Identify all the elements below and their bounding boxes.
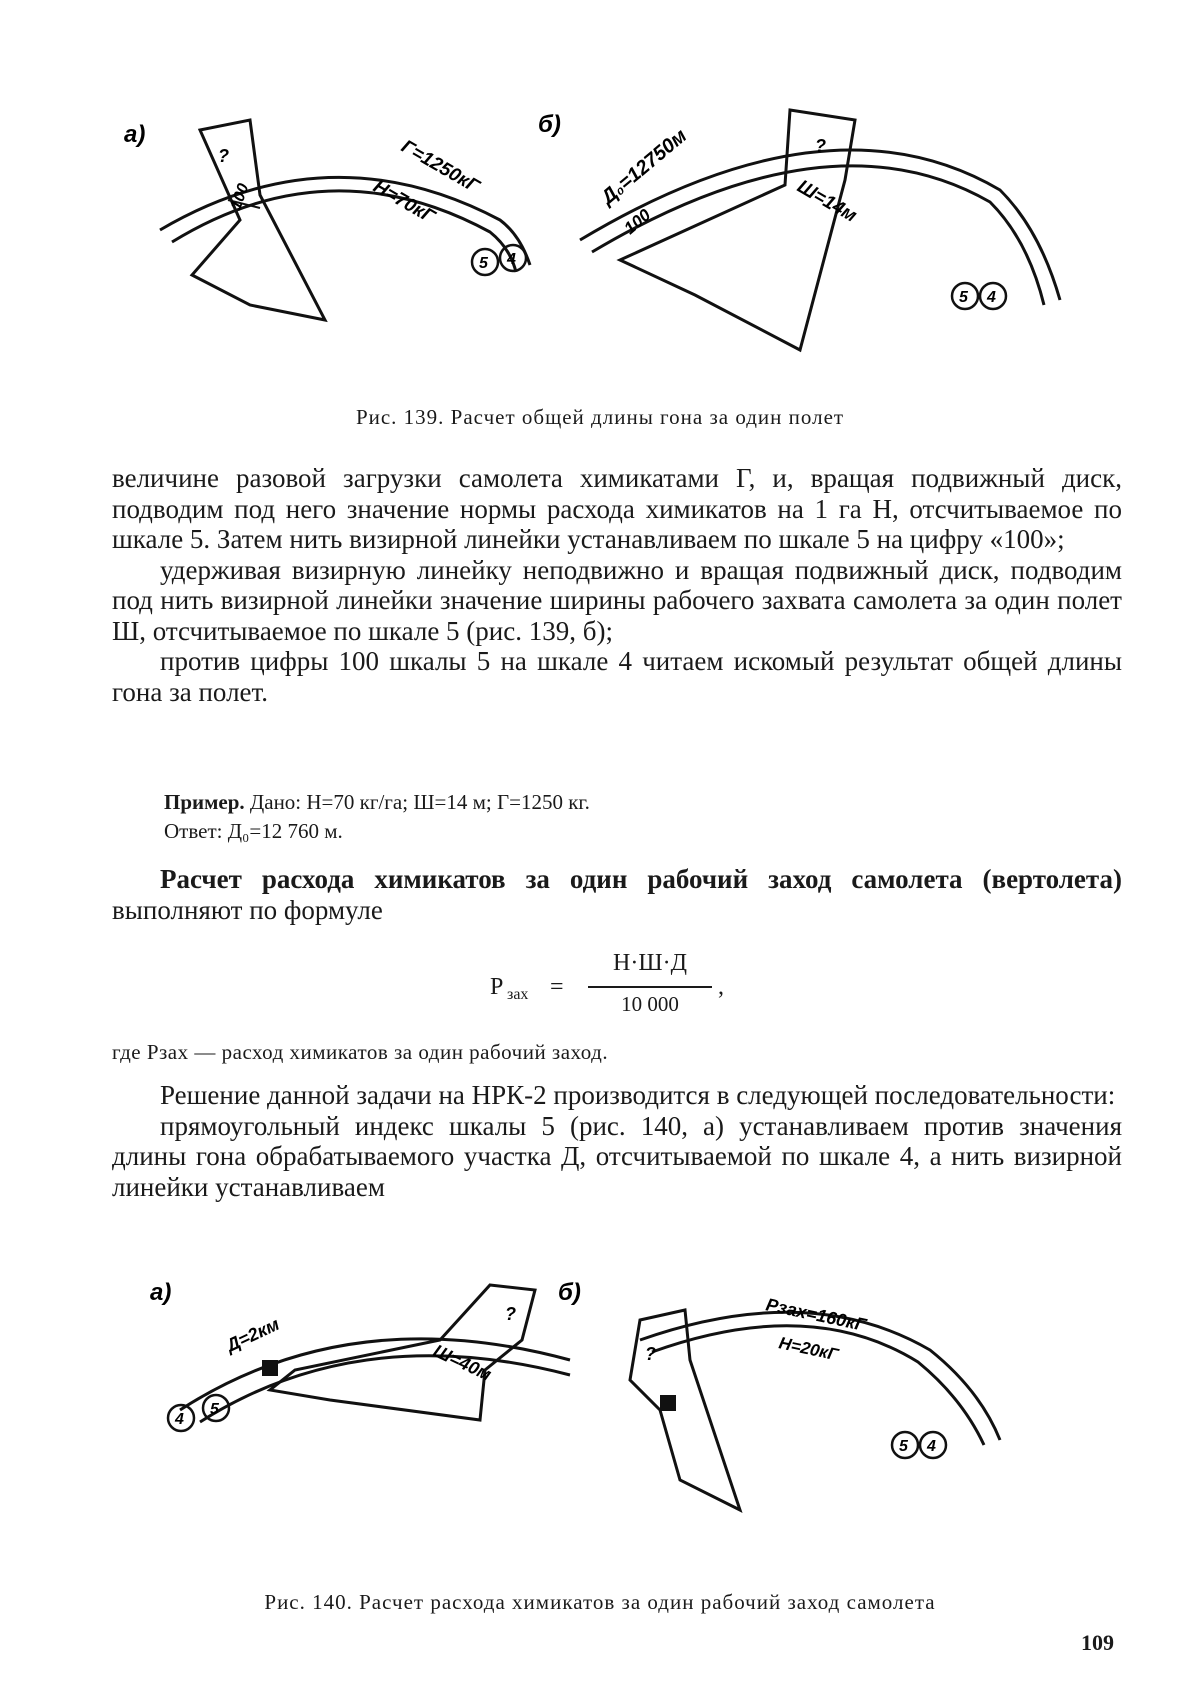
question-mark: ? <box>645 1344 656 1364</box>
figure-140b <box>600 1280 1050 1510</box>
figure-140a-drawing <box>150 1280 590 1450</box>
d-value-label: Д=2км <box>221 1314 282 1357</box>
w-value-label: Ш=40м <box>430 1340 494 1384</box>
scale-4-marker: 4 <box>174 1411 184 1428</box>
paragraph-5: прямоугольный индекс шкалы 5 (рис. 140, а) устанавливаем против значения длины гона обрабатываемого участка Д, отсчитываемой по шкале 4, а нить визирной линейки устанавливаем <box>112 1111 1122 1203</box>
w-value-label: Ш=14м <box>794 176 861 227</box>
figure-139b-drawing <box>560 100 1120 385</box>
formula-denominator: 10 000 <box>590 992 710 1017</box>
tick-100: 100 <box>227 181 252 212</box>
paragraph-3: против цифры 100 шкалы 5 на шкале 4 читаем искомый результат общей длины гона за полет. <box>112 646 1122 707</box>
example-answer: Ответ: Д₀=12 760 м. <box>164 817 1064 846</box>
g-value-label: Г=1250кГ <box>398 136 484 198</box>
figure-139b <box>560 100 1120 385</box>
scale-4-marker: 4 <box>986 289 996 306</box>
scale-5-marker: 5 <box>210 1401 220 1418</box>
question-mark: ? <box>815 136 826 156</box>
figure-139a-drawing <box>110 100 580 360</box>
square-index-marker <box>262 1360 278 1376</box>
question-mark: ? <box>218 146 229 166</box>
formula-footnote: где Pзах — расход химикатов за один рабочий заход. <box>112 1040 1012 1065</box>
scale-4-marker: 4 <box>506 251 516 268</box>
paragraph-4: Решение данной задачи на НРК-2 производится в следующей последовательности: <box>112 1080 1122 1111</box>
figure-139a-label: а) <box>124 121 145 148</box>
formula-fraction-bar <box>588 986 712 988</box>
n-value-label: Н=20кГ <box>777 1333 841 1364</box>
formula-lhs: P <box>490 974 503 1001</box>
example-label: Пример. <box>164 790 245 814</box>
scale-5-marker: 5 <box>959 289 969 306</box>
example-block <box>164 788 1064 846</box>
formula-numerator: Н·Ш·Д <box>590 950 710 977</box>
figure-139a <box>110 100 580 360</box>
example-given <box>164 788 1064 817</box>
question-mark: ? <box>505 1304 516 1324</box>
figure-139-caption: Рис. 139. Расчет общей длины гона за один полет <box>0 405 1200 430</box>
formula-equals: = <box>550 974 564 1001</box>
example-given-text: Дано: Н=70 кг/га; Ш=14 м; Г=1250 кг. <box>250 790 590 814</box>
p-value-label: Pзах=160кГ <box>764 1294 869 1335</box>
section-heading: Расчет расхода химикатов за один рабочий заход самолета (вертолета) <box>160 864 1122 894</box>
figure-140a <box>150 1280 590 1450</box>
figure-140-caption: Рис. 140. Расчет расхода химикатов за один рабочий заход самолета <box>0 1590 1200 1615</box>
formula-tail: , <box>718 974 724 1001</box>
section-intro <box>112 864 1122 925</box>
figure-140b-label: б) <box>558 1279 581 1306</box>
tick-100: 100 <box>620 205 654 238</box>
body-text-1 <box>112 463 1122 707</box>
square-index-marker <box>660 1395 676 1411</box>
scale-5-marker: 5 <box>479 255 489 272</box>
figure-140a-label: а) <box>150 1279 171 1306</box>
paragraph-1: величине разовой загрузки самолета химикатами Г, и, вращая подвижный диск, подводим под него значение нормы расхода химикатов на 1 га Н, отсчитываемое по шкале 5. Затем нить визирной линейки устанавливаем по шкале 5 на цифру «100»; <box>112 463 1122 555</box>
paragraph-2: удерживая визирную линейку неподвижно и вращая подвижный диск, подводим под нить визирной линейки значение ширины рабочего захвата самолета за один полет Ш, отсчитываемое по шкале 5 (рис. 139, б); <box>112 555 1122 647</box>
figure-139b-label: б) <box>538 111 561 138</box>
body-text-2 <box>112 1080 1122 1202</box>
figure-140b-drawing <box>600 1280 1050 1510</box>
d0-value-label: Д₀=12750м <box>596 125 692 210</box>
scale-5-marker: 5 <box>899 1438 909 1455</box>
formula <box>490 950 770 1030</box>
section-heading-rest: выполняют по формуле <box>112 895 383 925</box>
scale-4-marker: 4 <box>926 1438 936 1455</box>
formula-lhs-sub: зах <box>507 986 528 1004</box>
n-value-label: Н=70кГ <box>370 176 440 228</box>
page-number: 109 <box>1081 1630 1114 1656</box>
